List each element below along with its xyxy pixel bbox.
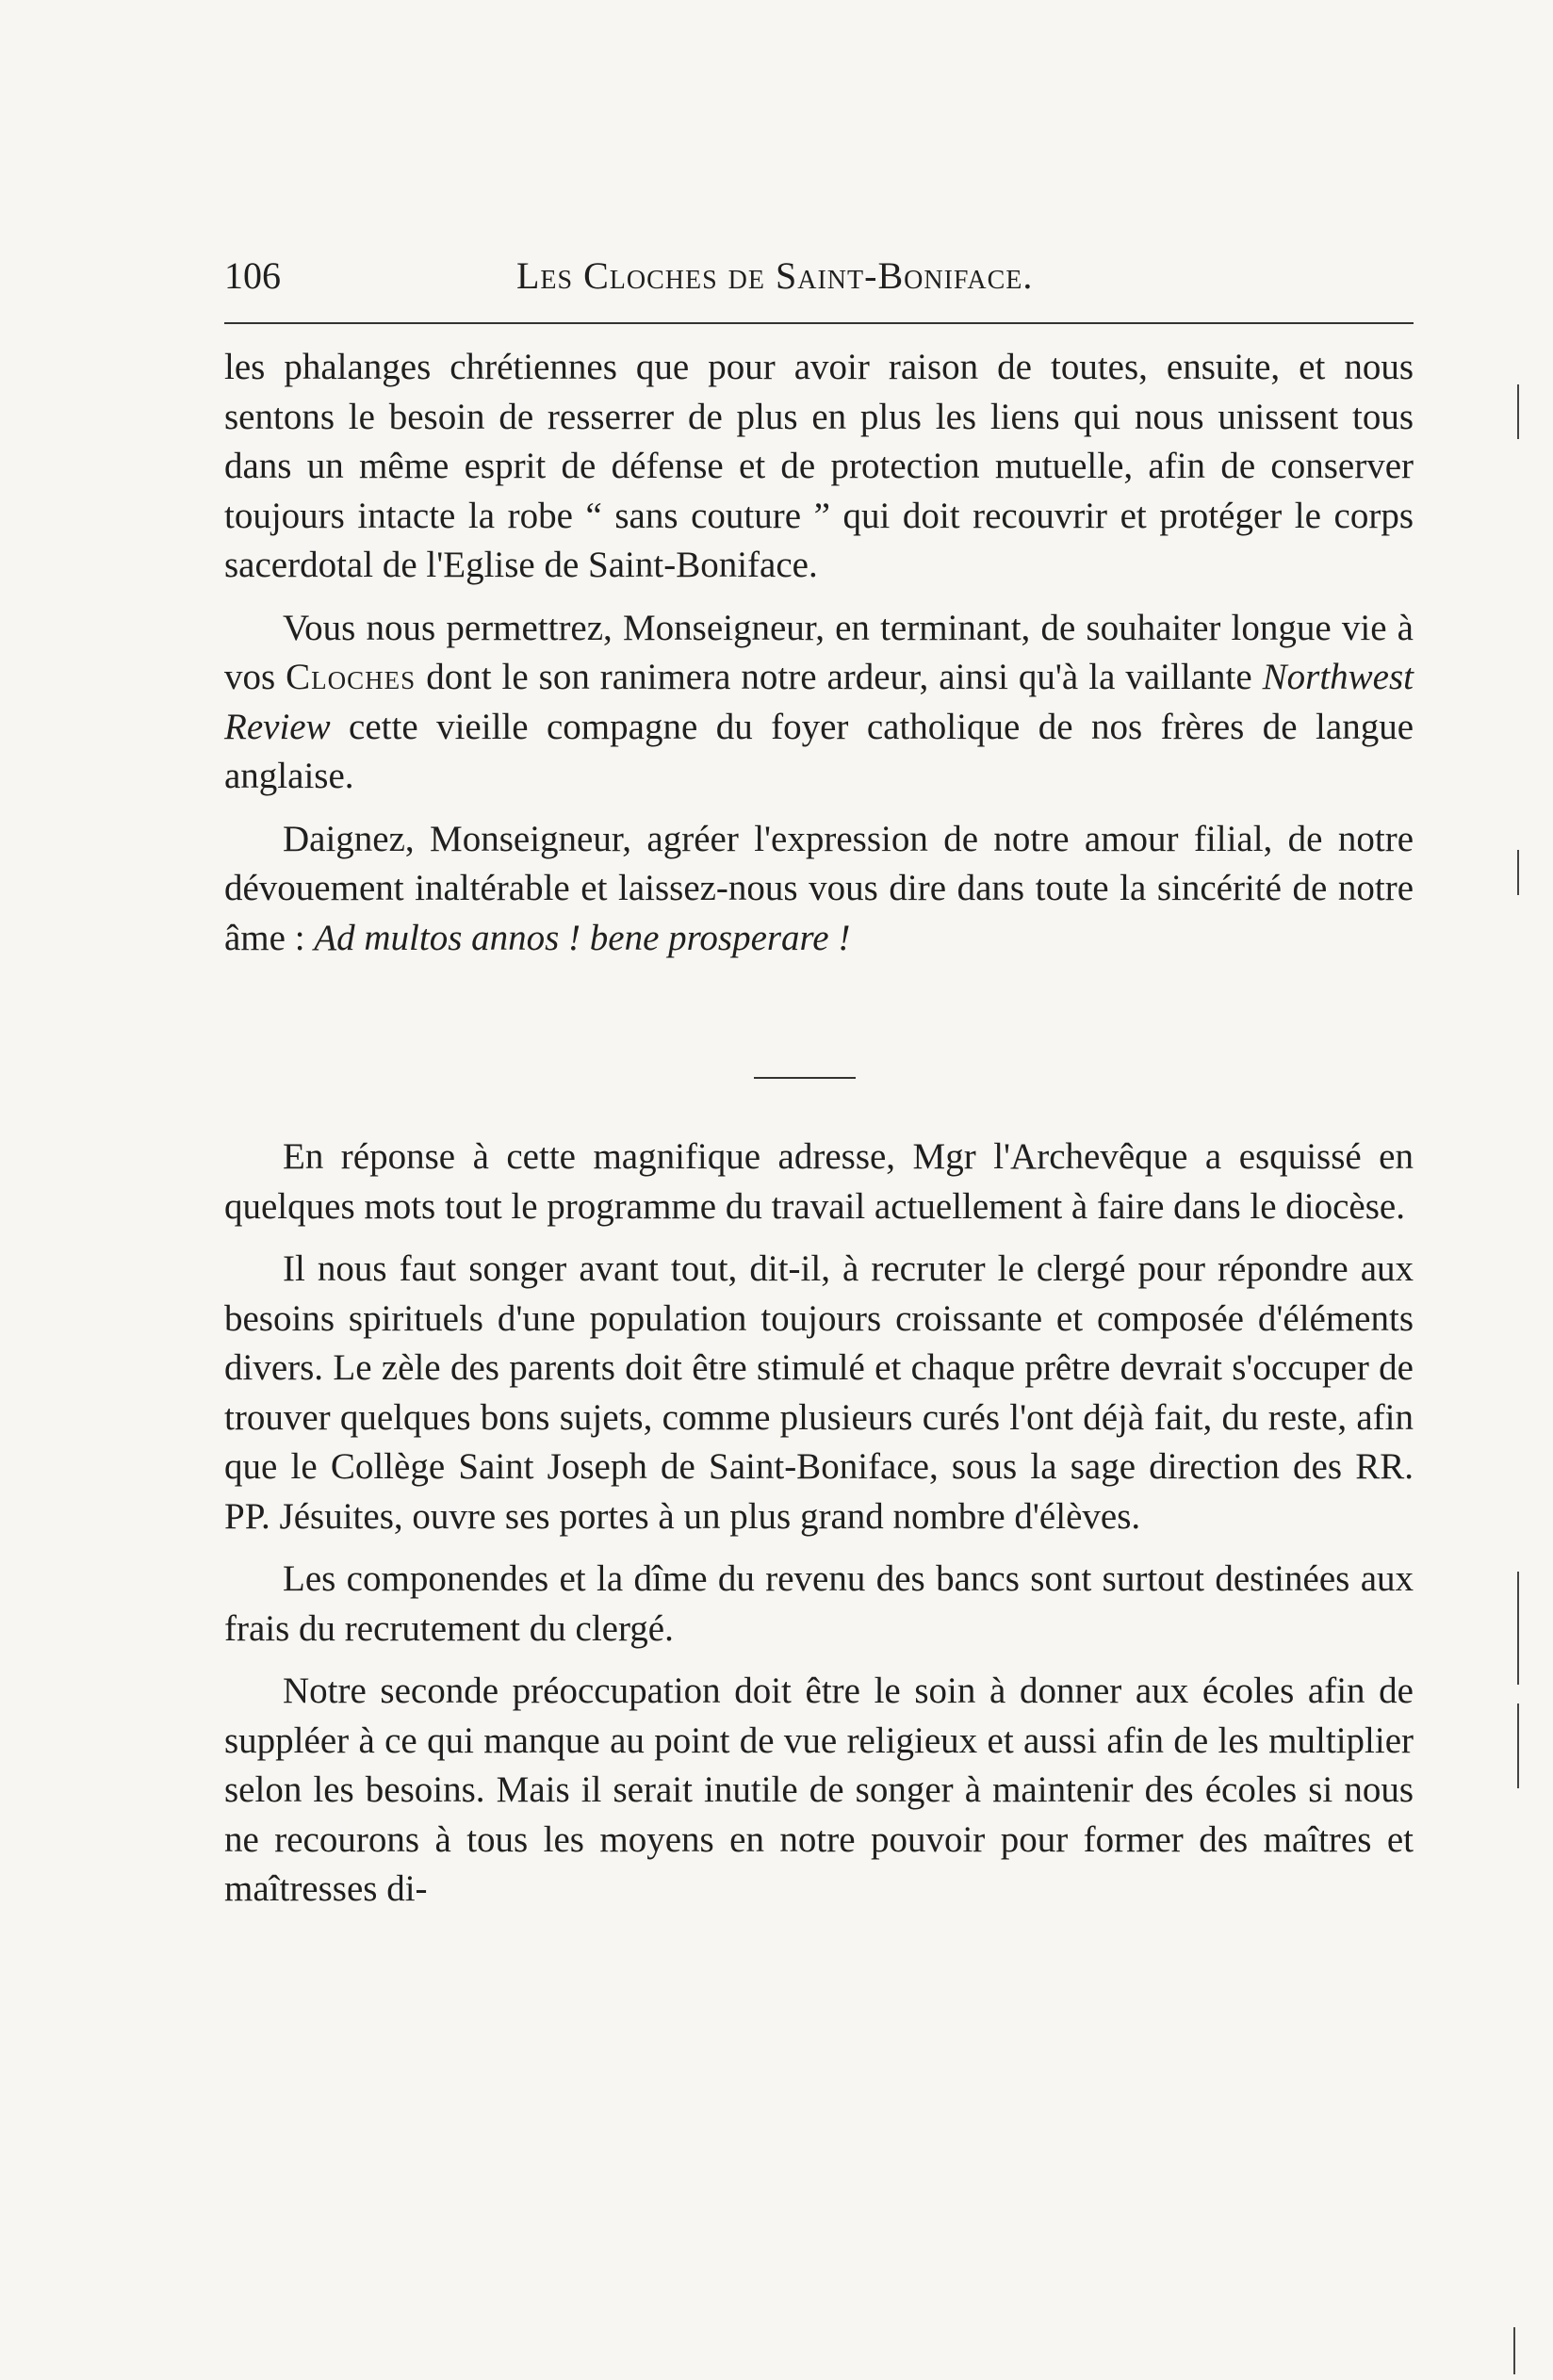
- margin-mark: [1517, 1572, 1519, 1685]
- paragraph-wishes-text-b: dont le son ranimera notre ardeur, ainsi qu'à la vaillante: [416, 657, 1263, 697]
- paragraph-wishes: [224, 604, 1414, 802]
- latin-blessing: Ad multos annos ! bene prosperare !: [314, 917, 851, 958]
- header-rule: [224, 322, 1414, 324]
- paragraph-componendes: Les componendes et la dîme du revenu des bancs sont surtout destinées aux frais du recrutement du clergé.: [224, 1558, 1414, 1649]
- journal-name-cloches: Cloches: [286, 657, 417, 697]
- address-text-block: [224, 343, 1414, 963]
- page-header: [224, 253, 1414, 309]
- paragraph-wishes-text-c: cette vieille compagne du foyer catholique de nos frères de langue anglaise.: [224, 706, 1414, 796]
- page-number: 106: [224, 254, 281, 297]
- paragraph-closing-text: Daignez, Monseigneur, agréer l'expression de notre amour filial, de notre dévouement inaltérable et laissez-nous vous dire dans toute la sincérité de notre âme :: [224, 818, 1414, 958]
- paragraph-closing: [224, 815, 1414, 964]
- reply-text-block: [224, 1133, 1414, 1915]
- journal-name-northwest-review: Northwest Review: [224, 657, 1414, 747]
- margin-mark: [1513, 2327, 1515, 2374]
- section-separator: [754, 1077, 856, 1079]
- margin-mark: [1517, 850, 1519, 895]
- running-title: Les Cloches de Saint-Boniface.: [516, 254, 1034, 297]
- paragraph-reply-intro: En réponse à cette magnifique adresse, Mgr l'Archevêque a esquissé en quelques mots tout le programme du travail actuellement à faire dans le diocèse.: [224, 1136, 1414, 1227]
- margin-mark: [1517, 384, 1519, 439]
- paragraph-continued: les phalanges chrétiennes que pour avoir raison de toutes, ensuite, et nous sentons le besoin de resserrer de plus en plus les liens qui nous unissent tous dans un même esprit de défense et de protection mutuelle, afin de conserver toujours intacte la robe “ sans couture ” qui doit recouvrir et protéger le corps sacerdotal de l'Eglise de Saint-Boniface.: [224, 347, 1414, 585]
- margin-mark: [1517, 1703, 1519, 1788]
- paragraph-schools: Notre seconde préoccupation doit être le soin à donner aux écoles afin de suppléer à ce qui manque au point de vue religieux et aussi afin de les multiplier selon les besoins. Mais il serait inutile de songer à maintenir des écoles si nous ne recourons à tous les moyens en notre pouvoir pour former des maîtres et maîtresses di-: [224, 1671, 1414, 1909]
- paragraph-clergy: Il nous faut songer avant tout, dit-il, à recruter le clergé pour répondre aux besoins spirituels d'une population toujours croissante et composée d'éléments divers. Le zèle des parents doit être stimulé et chaque prêtre devrait s'occuper de trouver quelques bons sujets, comme plusieurs curés l'ont déjà fait, du reste, afin que le Collège Saint Joseph de Saint-Boniface, sous la sage direction des RR. PP. Jésuites, ouvre ses portes à un plus grand nombre d'élèves.: [224, 1248, 1414, 1537]
- paragraph-wishes-text-a: Vous nous permettrez, Monseigneur, en terminant, de souhaiter longue vie à vos: [224, 607, 1414, 697]
